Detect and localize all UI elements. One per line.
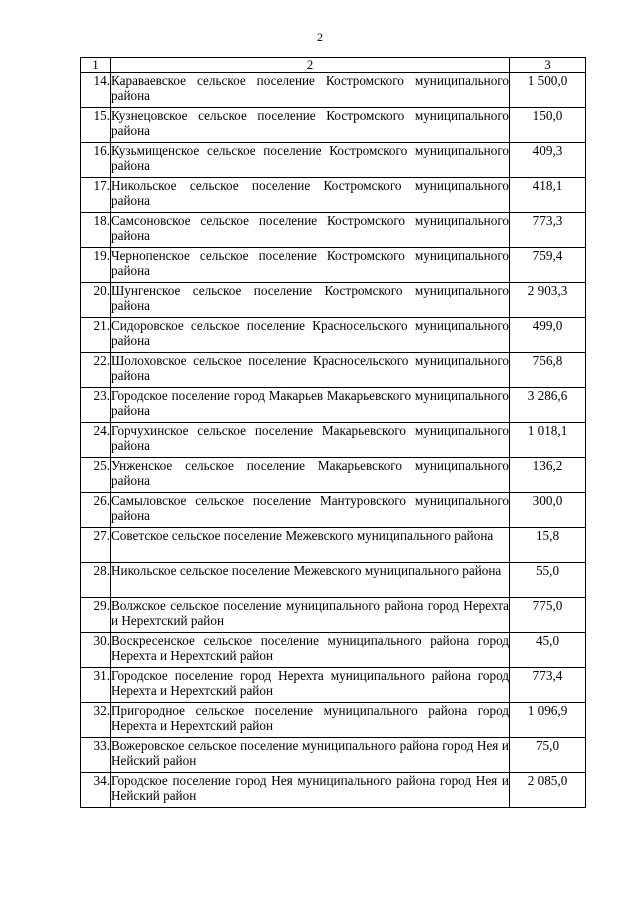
row-number: 18. <box>81 213 111 248</box>
row-number: 15. <box>81 108 111 143</box>
row-number: 23. <box>81 388 111 423</box>
row-number: 32. <box>81 703 111 738</box>
amount-value: 773,3 <box>510 213 586 248</box>
settlement-name: Городское поселение город Нерехта муниципального района город Нерехта и Нерехтский район <box>111 668 510 703</box>
page-number: 2 <box>317 30 323 44</box>
row-number: 21. <box>81 318 111 353</box>
settlement-name: Волжское сельское поселение муниципального района город Нерехта и Нерехтский район <box>111 598 510 633</box>
row-number: 33. <box>81 738 111 773</box>
row-number: 27. <box>81 528 111 563</box>
amount-value: 499,0 <box>510 318 586 353</box>
table-row <box>81 213 586 248</box>
amount-value: 3 286,6 <box>510 388 586 423</box>
amount-value: 45,0 <box>510 633 586 668</box>
amount-value: 1 500,0 <box>510 73 586 108</box>
amount-value: 55,0 <box>510 563 586 598</box>
table-row <box>81 458 586 493</box>
row-number: 20. <box>81 283 111 318</box>
row-number: 14. <box>81 73 111 108</box>
amount-value: 136,2 <box>510 458 586 493</box>
amount-value: 409,3 <box>510 143 586 178</box>
amount-value: 2 903,3 <box>510 283 586 318</box>
table-row <box>81 773 586 808</box>
row-number: 22. <box>81 353 111 388</box>
table-row <box>81 318 586 353</box>
table-row <box>81 73 586 108</box>
table-body <box>81 73 586 808</box>
header-col-1: 1 <box>81 58 111 73</box>
table-header <box>81 58 586 73</box>
row-number: 28. <box>81 563 111 598</box>
amount-value: 75,0 <box>510 738 586 773</box>
table-row <box>81 108 586 143</box>
settlement-name: Кузнецовское сельское поселение Костромского муниципального района <box>111 108 510 143</box>
table-row <box>81 493 586 528</box>
row-number: 31. <box>81 668 111 703</box>
row-number: 30. <box>81 633 111 668</box>
amount-value: 759,4 <box>510 248 586 283</box>
table-row <box>81 143 586 178</box>
table-row <box>81 598 586 633</box>
amount-value: 15,8 <box>510 528 586 563</box>
amount-value: 300,0 <box>510 493 586 528</box>
settlement-name: Сидоровское сельское поселение Красносельского муниципального района <box>111 318 510 353</box>
amount-value: 775,0 <box>510 598 586 633</box>
amount-value: 1 096,9 <box>510 703 586 738</box>
table-row <box>81 283 586 318</box>
settlement-name: Никольское сельское поселение Межевского муниципального района <box>111 563 510 598</box>
table-row <box>81 178 586 213</box>
row-number: 19. <box>81 248 111 283</box>
table-row <box>81 353 586 388</box>
settlement-name: Воскресенское сельское поселение муниципального района город Нерехта и Нерехтский район <box>111 633 510 668</box>
amount-value: 2 085,0 <box>510 773 586 808</box>
settlement-name: Шунгенское сельское поселение Костромского муниципального района <box>111 283 510 318</box>
row-number: 34. <box>81 773 111 808</box>
row-number: 26. <box>81 493 111 528</box>
settlement-name: Никольское сельское поселение Костромского муниципального района <box>111 178 510 213</box>
settlement-name: Вожеровское сельское поселение муниципального района город Нея и Нейский район <box>111 738 510 773</box>
settlement-name: Пригородное сельское поселение муниципального района город Нерехта и Нерехтский район <box>111 703 510 738</box>
amount-value: 773,4 <box>510 668 586 703</box>
table-row <box>81 668 586 703</box>
table-row <box>81 528 586 563</box>
table-row <box>81 703 586 738</box>
amount-value: 150,0 <box>510 108 586 143</box>
header-row <box>81 58 586 73</box>
row-number: 24. <box>81 423 111 458</box>
row-number: 16. <box>81 143 111 178</box>
settlement-name: Чернопенское сельское поселение Костромского муниципального района <box>111 248 510 283</box>
table-row <box>81 738 586 773</box>
amount-value: 1 018,1 <box>510 423 586 458</box>
settlement-name: Городское поселение город Макарьев Макарьевского муниципального района <box>111 388 510 423</box>
settlement-name: Шолоховское сельское поселение Красносельского муниципального района <box>111 353 510 388</box>
row-number: 29. <box>81 598 111 633</box>
allocation-table <box>80 57 586 808</box>
table-row <box>81 248 586 283</box>
header-col-2: 2 <box>111 58 510 73</box>
table-row <box>81 423 586 458</box>
settlement-name: Горчухинское сельское поселение Макарьевского муниципального района <box>111 423 510 458</box>
settlement-name: Самыловское сельское поселение Мантуровского муниципального района <box>111 493 510 528</box>
settlement-name: Кузьмищенское сельское поселение Костромского муниципального района <box>111 143 510 178</box>
settlement-name: Самсоновское сельское поселение Костромского муниципального района <box>111 213 510 248</box>
row-number: 25. <box>81 458 111 493</box>
settlement-name: Унженское сельское поселение Макарьевского муниципального района <box>111 458 510 493</box>
amount-value: 756,8 <box>510 353 586 388</box>
settlement-name: Караваевское сельское поселение Костромского муниципального района <box>111 73 510 108</box>
header-col-3: 3 <box>510 58 586 73</box>
settlement-name: Городское поселение город Нея муниципального района город Нея и Нейский район <box>111 773 510 808</box>
row-number: 17. <box>81 178 111 213</box>
settlement-name: Советское сельское поселение Межевского муниципального района <box>111 528 510 563</box>
table-row <box>81 563 586 598</box>
table-row <box>81 633 586 668</box>
table-row <box>81 388 586 423</box>
amount-value: 418,1 <box>510 178 586 213</box>
